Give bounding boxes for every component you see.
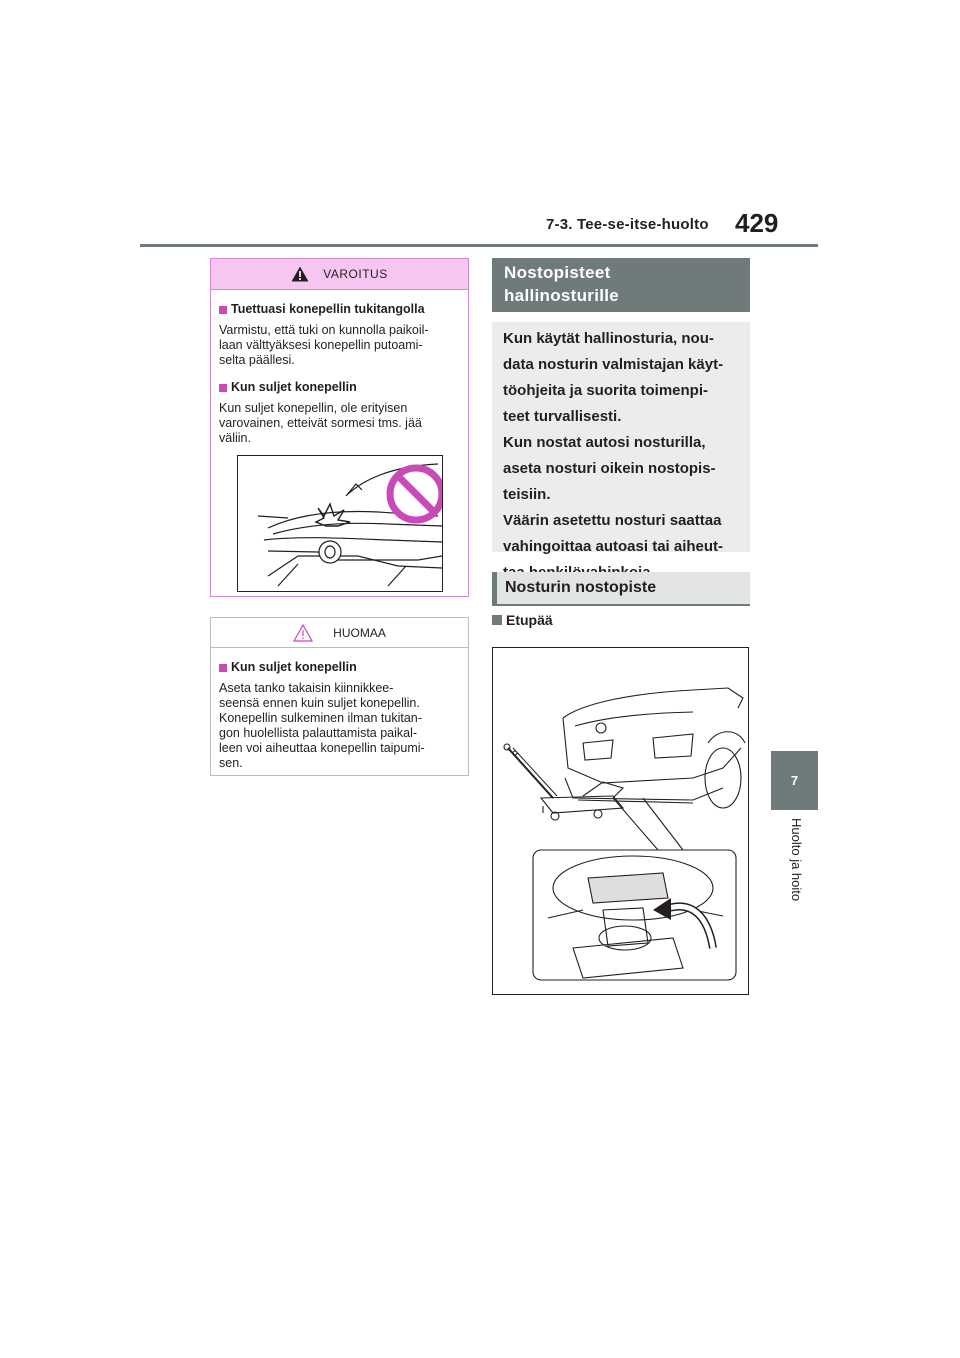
warning-title: VAROITUS xyxy=(323,267,388,281)
caution-triangle-icon xyxy=(293,624,313,642)
chapter-tab: 7 xyxy=(771,751,818,810)
notice-box xyxy=(210,617,469,776)
notice-header xyxy=(211,618,468,648)
notice-title: HUOMAA xyxy=(333,625,386,640)
jack-point-illustration xyxy=(492,647,749,995)
page-number: 429 xyxy=(735,208,779,238)
square-bullet-icon xyxy=(219,306,227,314)
warning-item-text: Kun suljet konepellin, ole erityisen varovainen, etteivät sormesi tms. jää väliin. xyxy=(219,401,422,445)
square-bullet-icon xyxy=(219,664,227,672)
warning-triangle-icon xyxy=(291,266,309,282)
warning-header xyxy=(211,259,468,290)
notice-item-heading: Kun suljet konepellin xyxy=(219,660,460,675)
section-summary: Kun käytät hallinosturia, nou- data nosturin valmistajan käyt- töohjeita ja suorita toimenpi- teet turvallisesti. Kun nostat autosi nosturilla, aseta nosturi oikein nostopis- teisiin. Väärin asetettu nosturi saattaa vahingoittaa autoasi tai aiheut- xyxy=(492,322,750,552)
square-bullet-icon xyxy=(492,615,502,625)
notice-item-text: Aseta tanko takaisin kiinnikkee- seensä ennen kuin suljet konepellin. Konepellin sulkeminen ilman tukitan- gon huolellista palauttamista paikal- leen voi aiheuttaa konepellin taipumi- sen. xyxy=(219,681,425,770)
subsection-title: Nosturin nostopiste xyxy=(492,572,750,606)
section-header: 7-3. Tee-se-itse-huolto xyxy=(546,216,709,233)
warning-item-heading: Kun suljet konepellin xyxy=(219,380,460,395)
warning-box xyxy=(210,258,469,597)
square-bullet-icon xyxy=(219,384,227,392)
section-title: Nostopisteet hallinosturille xyxy=(492,258,750,312)
chapter-tab-label: Huolto ja hoito xyxy=(789,818,804,902)
warning-item-heading: Tuettuasi konepellin tukitangolla xyxy=(219,302,460,317)
front-label: Etupää xyxy=(492,612,553,628)
warning-item-text: Varmistu, että tuki on kunnolla paikoil- laan välttyäksesi konepellin putoami- selta päällesi. xyxy=(219,323,429,367)
hood-pinch-illustration xyxy=(237,455,443,592)
header-divider xyxy=(140,244,818,247)
